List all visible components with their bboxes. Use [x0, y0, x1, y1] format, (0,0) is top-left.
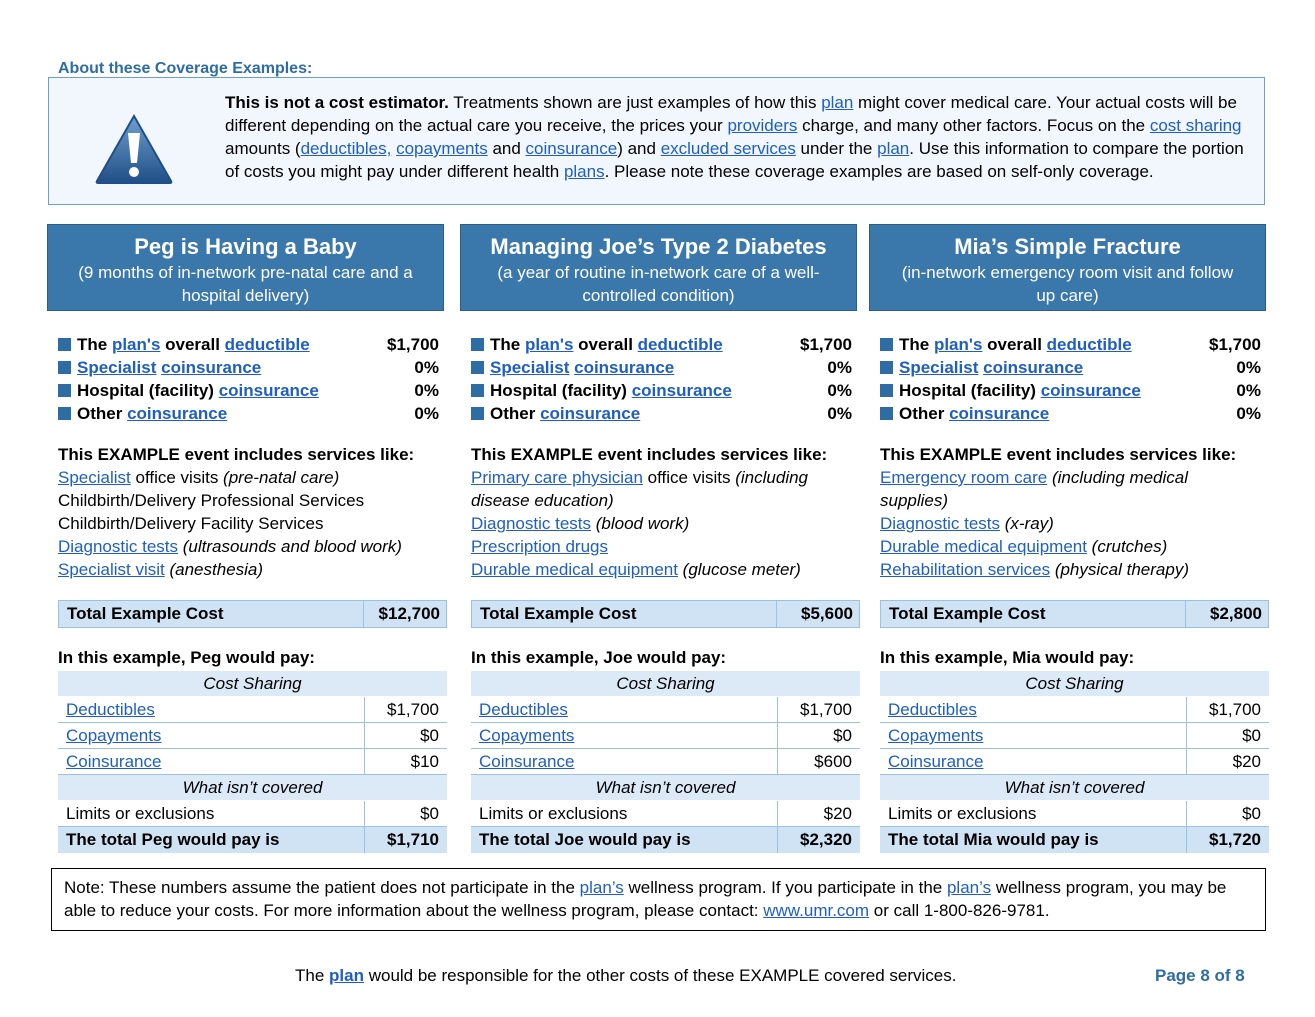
- coinsurance-link[interactable]: Coinsurance: [66, 752, 162, 771]
- example-column-peg: [47, 224, 444, 849]
- plan-link[interactable]: plan: [329, 966, 364, 985]
- deductible-summary: The plan's overall deductible $1,700 Specialist coinsurance 0% Hospital (facility) coinsurance 0% Other coinsurance 0%: [471, 333, 852, 425]
- plans-link[interactable]: plan's: [933, 335, 983, 354]
- plans-link[interactable]: plan’s: [946, 878, 992, 897]
- bullet-square-icon: [880, 407, 893, 420]
- coinsurance-link[interactable]: coinsurance: [1040, 381, 1141, 400]
- service-link[interactable]: Specialist visit: [58, 560, 165, 579]
- total-example-cost: Total Example Cost $12,700: [58, 600, 447, 628]
- service-link[interactable]: Diagnostic tests: [880, 514, 1000, 533]
- plans-link[interactable]: plans: [563, 162, 605, 181]
- pay-table: Cost Sharing Deductibles $1,700 Copayments $0 Coinsurance $20 What isn’t covered Limits or exclusions $0 The total Mia would pay is $1,720: [880, 671, 1269, 853]
- coinsurance-link[interactable]: coinsurance: [127, 404, 228, 423]
- service-link[interactable]: Specialist: [58, 468, 131, 487]
- bullet-square-icon: [471, 361, 484, 374]
- example-column-mia: [869, 224, 1266, 849]
- coinsurance-link[interactable]: coinsurance: [218, 381, 319, 400]
- providers-link[interactable]: providers: [727, 116, 798, 135]
- deductibles-link[interactable]: deductibles,: [300, 139, 392, 158]
- bullet-square-icon: [471, 338, 484, 351]
- service-link[interactable]: Prescription drugs: [471, 537, 609, 556]
- total-example-cost: Total Example Cost $2,800: [880, 600, 1269, 628]
- coinsurance-link[interactable]: Coinsurance: [888, 752, 984, 771]
- deductibles-link[interactable]: Deductibles: [66, 700, 155, 719]
- deductibles-link[interactable]: Deductibles: [888, 700, 977, 719]
- pay-title: In this example, Peg would pay:: [58, 648, 315, 667]
- cost-sharing-link[interactable]: cost sharing: [1149, 116, 1242, 135]
- pay-title: In this example, Joe would pay:: [471, 648, 727, 667]
- example-header: Peg is Having a Baby (9 months of in-network pre-natal care and a hospital delivery): [47, 224, 444, 311]
- coinsurance-link[interactable]: Coinsurance: [479, 752, 575, 771]
- bullet-square-icon: [58, 338, 71, 351]
- service-link[interactable]: Diagnostic tests: [58, 537, 178, 556]
- service-link[interactable]: Durable medical equipment: [471, 560, 678, 579]
- plans-link[interactable]: plan's: [111, 335, 161, 354]
- bullet-square-icon: [880, 361, 893, 374]
- deductible-link[interactable]: deductible: [637, 335, 723, 354]
- about-box: [48, 77, 1265, 205]
- deductible-link[interactable]: deductible: [1046, 335, 1132, 354]
- bullet-square-icon: [471, 384, 484, 397]
- service-link[interactable]: Rehabilitation services: [880, 560, 1051, 579]
- warning-icon: [94, 113, 174, 185]
- service-link[interactable]: Primary care physician: [471, 468, 643, 487]
- deductibles-link[interactable]: Deductibles: [479, 700, 568, 719]
- event-services: This EXAMPLE event includes services like: Specialist office visits (pre-natal care) Childbirth/Delivery Professional Services Childbirth/Delivery Facility Services Diagnostic tests (ultrasounds and blood work) Specialist visit (anesthesia): [58, 445, 415, 579]
- plan-link[interactable]: plan: [877, 139, 910, 158]
- coinsurance-link[interactable]: coinsurance: [983, 358, 1084, 377]
- copayments-link[interactable]: copayments: [396, 139, 488, 158]
- coinsurance-link[interactable]: coinsurance: [949, 404, 1050, 423]
- deductible-summary: The plan's overall deductible $1,700 Specialist coinsurance 0% Hospital (facility) coinsurance 0% Other coinsurance 0%: [58, 333, 439, 425]
- copayments-link[interactable]: Copayments: [479, 726, 575, 745]
- footer-text: The plan would be responsible for the other costs of these EXAMPLE covered services.: [295, 966, 957, 985]
- umr-website-link[interactable]: www.umr.com: [763, 901, 870, 920]
- service-link[interactable]: Emergency room care: [880, 468, 1048, 487]
- specialist-link[interactable]: Specialist: [490, 358, 570, 377]
- excluded-services-link[interactable]: excluded services: [660, 139, 796, 158]
- specialist-link[interactable]: Specialist: [77, 358, 157, 377]
- event-services: This EXAMPLE event includes services like: Primary care physician office visits (including disease education) Diagnostic tests (blood work) Prescription drugs Durable medical equipment (glucose meter): [471, 445, 828, 579]
- deductible-link[interactable]: deductible: [224, 335, 310, 354]
- example-header: Managing Joe’s Type 2 Diabetes (a year of routine in-network care of a well-controlled condition): [460, 224, 857, 311]
- pay-title: In this example, Mia would pay:: [880, 648, 1135, 667]
- pay-table: Cost Sharing Deductibles $1,700 Copayments $0 Coinsurance $600 What isn’t covered Limits or exclusions $20 The total Joe would pay is $2,320: [471, 671, 860, 853]
- service-link[interactable]: Diagnostic tests: [471, 514, 591, 533]
- page-number: Page 8 of 8: [1155, 966, 1245, 985]
- about-text: This is not a cost estimator. Treatments shown are just examples of how this plan might cover medical care. Your actual costs will be different depending on the actual care you receive, the prices your providers charge, and many other factors. Focus on the cost sharing amounts (deductibles, copayments and coinsurance) and excluded services under the plan. Use this information to compare the portion of costs you might pay under different health plans. Please note these coverage examples are based on self-only coverage.: [225, 93, 1244, 181]
- bullet-square-icon: [471, 407, 484, 420]
- bullet-square-icon: [58, 384, 71, 397]
- example-header: Mia’s Simple Fracture (in-network emergency room visit and follow up care): [869, 224, 1266, 311]
- bullet-square-icon: [880, 338, 893, 351]
- example-column-joe: [460, 224, 857, 849]
- service-link[interactable]: Durable medical equipment: [880, 537, 1087, 556]
- pay-table: Cost Sharing Deductibles $1,700 Copayments $0 Coinsurance $10 What isn’t covered Limits or exclusions $0 The total Peg would pay is $1,710: [58, 671, 447, 853]
- plans-link[interactable]: plan’s: [579, 878, 624, 897]
- coinsurance-link[interactable]: coinsurance: [161, 358, 262, 377]
- coinsurance-link[interactable]: coinsurance: [574, 358, 675, 377]
- bullet-square-icon: [880, 384, 893, 397]
- specialist-link[interactable]: Specialist: [899, 358, 979, 377]
- bullet-square-icon: [58, 407, 71, 420]
- total-example-cost: Total Example Cost $5,600: [471, 600, 860, 628]
- coinsurance-link[interactable]: coinsurance: [540, 404, 641, 423]
- deductible-summary: The plan's overall deductible $1,700 Specialist coinsurance 0% Hospital (facility) coinsurance 0% Other coinsurance 0%: [880, 333, 1261, 425]
- coinsurance-link[interactable]: coinsurance: [525, 139, 618, 158]
- copayments-link[interactable]: Copayments: [66, 726, 162, 745]
- about-title: About these Coverage Examples:: [58, 60, 313, 77]
- plan-link[interactable]: plan: [821, 93, 854, 112]
- coinsurance-link[interactable]: coinsurance: [631, 381, 732, 400]
- wellness-note: Note: These numbers assume the patient does not participate in the plan’s wellness program. If you participate in the plan’s wellness program, you may be able to reduce your costs. For more information about the wellness program, please contact: www.umr.com or call 1-800-826-9781.: [51, 868, 1266, 931]
- event-services: This EXAMPLE event includes services like: Emergency room care (including medical supplies) Diagnostic tests (x-ray) Durable medical equipment (crutches) Rehabilitation services (physical therapy): [880, 445, 1237, 579]
- bullet-square-icon: [58, 361, 71, 374]
- plans-link[interactable]: plan's: [524, 335, 574, 354]
- copayments-link[interactable]: Copayments: [888, 726, 984, 745]
